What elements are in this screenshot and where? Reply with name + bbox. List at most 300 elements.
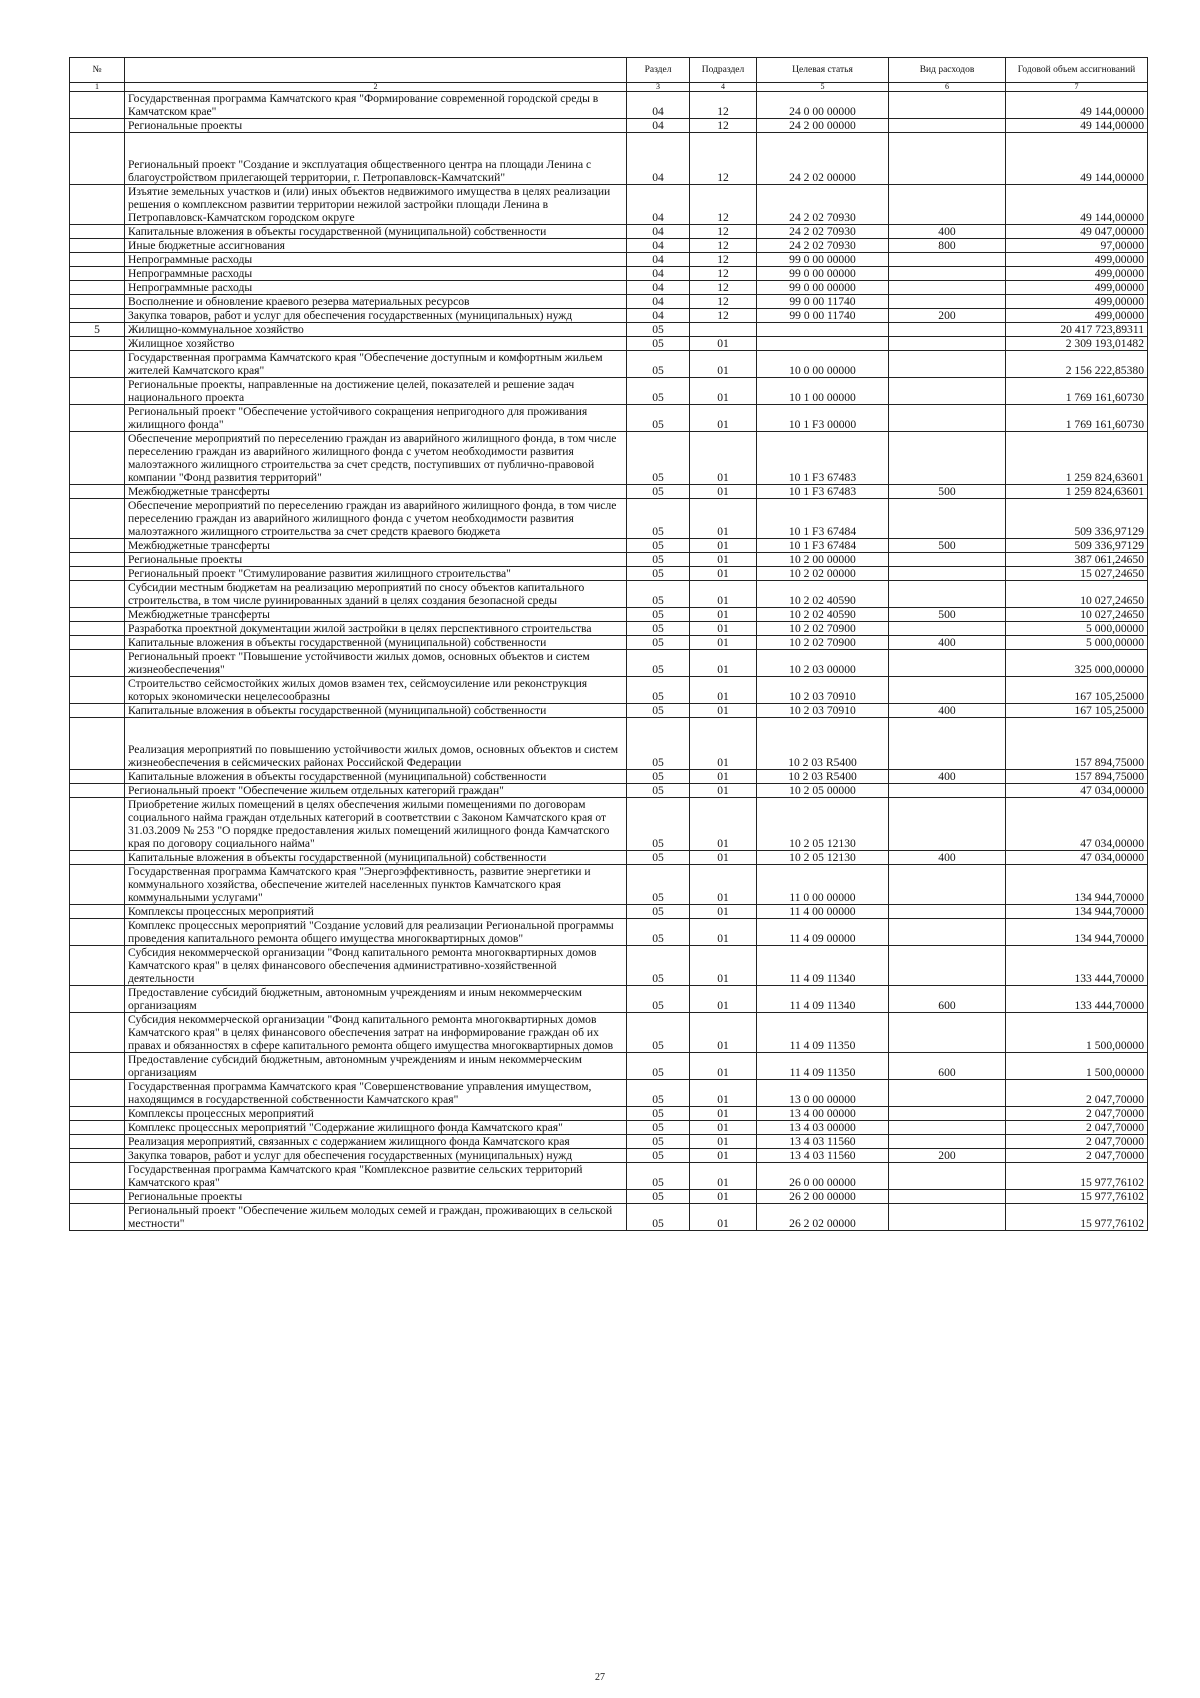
- table-row: [70, 622, 1148, 636]
- cell-type: [889, 133, 1006, 185]
- table-row: [70, 784, 1148, 798]
- cell-no: [70, 539, 125, 553]
- budget-table-sheet: [69, 57, 1147, 1231]
- cell-target: 10 2 03 00000: [757, 650, 889, 677]
- cell-target: 99 0 00 00000: [757, 281, 889, 295]
- cell-section: 05: [627, 351, 690, 378]
- table-row: [70, 432, 1148, 485]
- cell-amount: 1 259 824,63601: [1006, 432, 1148, 485]
- cell-no: [70, 1107, 125, 1121]
- table-row: [70, 309, 1148, 323]
- cell-section: 05: [627, 677, 690, 704]
- cell-section: 05: [627, 946, 690, 986]
- cell-section: 04: [627, 281, 690, 295]
- table-row: [70, 770, 1148, 784]
- cell-subsection: 01: [690, 1121, 757, 1135]
- cell-section: 05: [627, 378, 690, 405]
- cell-subsection: 01: [690, 567, 757, 581]
- cell-no: [70, 636, 125, 650]
- cell-name: Межбюджетные трансферты: [125, 485, 627, 499]
- cell-target: 10 2 02 70900: [757, 636, 889, 650]
- cell-target: 10 2 02 00000: [757, 567, 889, 581]
- cell-section: 05: [627, 851, 690, 865]
- cell-name: Реализация мероприятий по повышению устойчивости жилых домов, основных объектов и систем жизнеобеспечения в сейсмических районах Российской Федерации: [125, 718, 627, 770]
- cell-amount: 15 977,76102: [1006, 1204, 1148, 1231]
- cell-no: [70, 770, 125, 784]
- cell-type: 200: [889, 309, 1006, 323]
- cell-subsection: 01: [690, 677, 757, 704]
- cell-no: [70, 905, 125, 919]
- table-row: [70, 133, 1148, 185]
- cell-target: 99 0 00 00000: [757, 253, 889, 267]
- cell-subsection: 01: [690, 499, 757, 539]
- cell-amount: 1 259 824,63601: [1006, 485, 1148, 499]
- cell-section: 05: [627, 1163, 690, 1190]
- cell-no: [70, 1135, 125, 1149]
- table-row: [70, 185, 1148, 225]
- table-row: [70, 650, 1148, 677]
- cell-amount: 5 000,00000: [1006, 622, 1148, 636]
- cell-no: [70, 1053, 125, 1080]
- cell-section: 05: [627, 1080, 690, 1107]
- cell-type: [889, 337, 1006, 351]
- cell-section: 05: [627, 919, 690, 946]
- cell-section: 05: [627, 1013, 690, 1053]
- table-row: [70, 905, 1148, 919]
- cell-target: 10 1 F3 00000: [757, 405, 889, 432]
- cell-target: 10 2 02 40590: [757, 608, 889, 622]
- cell-no: [70, 185, 125, 225]
- cell-subsection: 12: [690, 253, 757, 267]
- cell-section: 05: [627, 650, 690, 677]
- header-amount: Годовой объем ассигнований: [1006, 58, 1148, 83]
- cell-type: [889, 718, 1006, 770]
- table-row: [70, 119, 1148, 133]
- cell-name: Непрограммные расходы: [125, 267, 627, 281]
- cell-section: 04: [627, 185, 690, 225]
- cell-name: Региональный проект "Повышение устойчивости жилых домов, основных объектов и систем жизнеобеспечения": [125, 650, 627, 677]
- cell-name: Государственная программа Камчатского края "Формирование современной городской среды в Камчатском крае": [125, 92, 627, 119]
- table-row: [70, 553, 1148, 567]
- table-row: [70, 798, 1148, 851]
- table-row: [70, 636, 1148, 650]
- cell-no: [70, 119, 125, 133]
- cell-subsection: 12: [690, 119, 757, 133]
- cell-type: [889, 1204, 1006, 1231]
- cell-name: Субсидия некоммерческой организации "Фонд капитального ремонта многоквартирных домов Камчатского края" в целях финансового обеспечения затрат на информирование граждан об их правах и обязанностях в сфере капитального ремонта общего имущества многоквартирных домов: [125, 1013, 627, 1053]
- cell-type: [889, 323, 1006, 337]
- cell-no: 5: [70, 323, 125, 337]
- table-row: [70, 677, 1148, 704]
- cell-subsection: 12: [690, 267, 757, 281]
- cell-name: Предоставление субсидий бюджетным, автономным учреждениям и иным некоммерческим организациям: [125, 986, 627, 1013]
- cell-section: 04: [627, 119, 690, 133]
- cell-amount: 49 144,00000: [1006, 119, 1148, 133]
- cell-no: [70, 225, 125, 239]
- cell-no: [70, 553, 125, 567]
- cell-target: 24 2 00 00000: [757, 119, 889, 133]
- header-no: №: [70, 58, 125, 83]
- cell-subsection: 01: [690, 636, 757, 650]
- cell-section: 04: [627, 253, 690, 267]
- cell-subsection: 12: [690, 133, 757, 185]
- cell-section: 04: [627, 92, 690, 119]
- cell-type: [889, 650, 1006, 677]
- cell-subsection: 01: [690, 405, 757, 432]
- cell-target: 10 2 05 00000: [757, 784, 889, 798]
- cell-target: 24 0 00 00000: [757, 92, 889, 119]
- cell-target: 11 4 09 11340: [757, 946, 889, 986]
- cell-no: [70, 337, 125, 351]
- cell-no: [70, 378, 125, 405]
- cell-target: 11 4 00 00000: [757, 905, 889, 919]
- cell-no: [70, 1149, 125, 1163]
- column-number: 3: [627, 83, 690, 92]
- cell-subsection: 01: [690, 581, 757, 608]
- cell-subsection: 01: [690, 770, 757, 784]
- cell-name: Государственная программа Камчатского края "Совершенствование управления имуществом, находящимся в государственной собственности Камчатского края": [125, 1080, 627, 1107]
- cell-type: [889, 1013, 1006, 1053]
- cell-no: [70, 798, 125, 851]
- cell-no: [70, 677, 125, 704]
- cell-section: 05: [627, 337, 690, 351]
- cell-section: 05: [627, 622, 690, 636]
- cell-target: 99 0 00 11740: [757, 295, 889, 309]
- cell-section: 05: [627, 1204, 690, 1231]
- cell-amount: 15 977,76102: [1006, 1163, 1148, 1190]
- cell-type: [889, 946, 1006, 986]
- cell-no: [70, 567, 125, 581]
- cell-subsection: 01: [690, 553, 757, 567]
- cell-amount: 47 034,00000: [1006, 851, 1148, 865]
- table-row: [70, 539, 1148, 553]
- cell-subsection: 01: [690, 1190, 757, 1204]
- cell-amount: 47 034,00000: [1006, 798, 1148, 851]
- cell-amount: 325 000,00000: [1006, 650, 1148, 677]
- cell-type: 400: [889, 225, 1006, 239]
- cell-subsection: 01: [690, 650, 757, 677]
- cell-no: [70, 919, 125, 946]
- cell-target: 13 0 00 00000: [757, 1080, 889, 1107]
- table-row: [70, 865, 1148, 905]
- cell-amount: 509 336,97129: [1006, 539, 1148, 553]
- cell-target: 10 2 05 12130: [757, 851, 889, 865]
- cell-type: 500: [889, 608, 1006, 622]
- cell-amount: 509 336,97129: [1006, 499, 1148, 539]
- cell-target: 11 4 09 11350: [757, 1053, 889, 1080]
- cell-amount: 134 944,70000: [1006, 865, 1148, 905]
- cell-subsection: 01: [690, 1107, 757, 1121]
- cell-name: Капитальные вложения в объекты государственной (муниципальной) собственности: [125, 704, 627, 718]
- cell-subsection: 01: [690, 1013, 757, 1053]
- cell-target: 10 2 03 70910: [757, 677, 889, 704]
- cell-section: 04: [627, 133, 690, 185]
- table-row: [70, 295, 1148, 309]
- cell-target: 24 2 02 00000: [757, 133, 889, 185]
- cell-type: [889, 267, 1006, 281]
- cell-subsection: 12: [690, 185, 757, 225]
- cell-type: 400: [889, 851, 1006, 865]
- cell-amount: 15 977,76102: [1006, 1190, 1148, 1204]
- cell-section: 05: [627, 432, 690, 485]
- cell-type: [889, 622, 1006, 636]
- cell-name: Региональный проект "Создание и эксплуатация общественного центра на площади Ленина с благоустройством прилегающей территории, г. Петропавловск-Камчатский": [125, 133, 627, 185]
- cell-type: [889, 351, 1006, 378]
- cell-target: 10 2 05 12130: [757, 798, 889, 851]
- cell-no: [70, 946, 125, 986]
- cell-amount: 2 047,70000: [1006, 1080, 1148, 1107]
- cell-amount: 97,00000: [1006, 239, 1148, 253]
- cell-subsection: 01: [690, 1053, 757, 1080]
- cell-subsection: 01: [690, 485, 757, 499]
- cell-type: 500: [889, 485, 1006, 499]
- cell-no: [70, 986, 125, 1013]
- cell-amount: 2 047,70000: [1006, 1149, 1148, 1163]
- cell-name: Разработка проектной документации жилой застройки в целях перспективного строительства: [125, 622, 627, 636]
- cell-no: [70, 133, 125, 185]
- cell-section: 04: [627, 267, 690, 281]
- cell-target: 10 2 02 70900: [757, 622, 889, 636]
- cell-type: 400: [889, 636, 1006, 650]
- cell-amount: 134 944,70000: [1006, 919, 1148, 946]
- table-row: [70, 405, 1148, 432]
- column-number: 6: [889, 83, 1006, 92]
- cell-section: 05: [627, 499, 690, 539]
- cell-amount: 49 144,00000: [1006, 185, 1148, 225]
- header-type: Вид расходов: [889, 58, 1006, 83]
- cell-type: [889, 1107, 1006, 1121]
- cell-subsection: 01: [690, 351, 757, 378]
- cell-section: 05: [627, 553, 690, 567]
- column-number: 2: [125, 83, 627, 92]
- cell-amount: 157 894,75000: [1006, 718, 1148, 770]
- table-body: [70, 92, 1148, 1231]
- cell-amount: 1 769 161,60730: [1006, 405, 1148, 432]
- cell-name: Иные бюджетные ассигнования: [125, 239, 627, 253]
- cell-target: 11 4 09 11340: [757, 986, 889, 1013]
- cell-type: 800: [889, 239, 1006, 253]
- cell-amount: 134 944,70000: [1006, 905, 1148, 919]
- cell-name: Комплексы процессных мероприятий: [125, 1107, 627, 1121]
- cell-amount: 499,00000: [1006, 281, 1148, 295]
- column-number: 4: [690, 83, 757, 92]
- cell-section: 05: [627, 798, 690, 851]
- cell-amount: 15 027,24650: [1006, 567, 1148, 581]
- table-row: [70, 608, 1148, 622]
- cell-type: 600: [889, 1053, 1006, 1080]
- cell-type: [889, 581, 1006, 608]
- cell-amount: 387 061,24650: [1006, 553, 1148, 567]
- column-number-row: [70, 83, 1148, 92]
- cell-target: [757, 323, 889, 337]
- cell-section: 05: [627, 636, 690, 650]
- table-row: [70, 567, 1148, 581]
- cell-type: [889, 378, 1006, 405]
- cell-subsection: 12: [690, 225, 757, 239]
- cell-type: [889, 919, 1006, 946]
- table-row: [70, 704, 1148, 718]
- cell-name: Восполнение и обновление краевого резерва материальных ресурсов: [125, 295, 627, 309]
- cell-section: 04: [627, 225, 690, 239]
- cell-subsection: 01: [690, 798, 757, 851]
- cell-subsection: 01: [690, 622, 757, 636]
- table-row: [70, 499, 1148, 539]
- cell-amount: 499,00000: [1006, 309, 1148, 323]
- cell-section: 05: [627, 405, 690, 432]
- cell-no: [70, 718, 125, 770]
- cell-name: Капитальные вложения в объекты государственной (муниципальной) собственности: [125, 770, 627, 784]
- table-row: [70, 1121, 1148, 1135]
- table-row: [70, 239, 1148, 253]
- cell-type: [889, 119, 1006, 133]
- cell-target: 13 4 03 11560: [757, 1135, 889, 1149]
- cell-type: [889, 784, 1006, 798]
- cell-type: 200: [889, 1149, 1006, 1163]
- cell-type: [889, 185, 1006, 225]
- cell-name: Комплексы процессных мероприятий: [125, 905, 627, 919]
- cell-name: Региональный проект "Обеспечение жильем отдельных категорий граждан": [125, 784, 627, 798]
- cell-no: [70, 309, 125, 323]
- cell-section: 05: [627, 1149, 690, 1163]
- cell-type: [889, 905, 1006, 919]
- budget-table: [69, 57, 1148, 1231]
- cell-name: Региональный проект "Обеспечение жильем молодых семей и граждан, проживающих в сельской местности": [125, 1204, 627, 1231]
- table-row: [70, 718, 1148, 770]
- cell-amount: 133 444,70000: [1006, 986, 1148, 1013]
- cell-no: [70, 865, 125, 905]
- cell-no: [70, 1163, 125, 1190]
- column-number: 7: [1006, 83, 1148, 92]
- cell-target: 10 2 00 00000: [757, 553, 889, 567]
- cell-amount: 1 769 161,60730: [1006, 378, 1148, 405]
- cell-name: Региональный проект "Обеспечение устойчивого сокращения непригодного для проживания жилищного фонда": [125, 405, 627, 432]
- cell-name: Межбюджетные трансферты: [125, 608, 627, 622]
- cell-name: Строительство сейсмостойких жилых домов взамен тех, сейсмоусиление или реконструкция которых экономически нецелесообразны: [125, 677, 627, 704]
- header-target: Целевая статья: [757, 58, 889, 83]
- cell-name: Региональные проекты: [125, 1190, 627, 1204]
- cell-section: 05: [627, 905, 690, 919]
- table-row: [70, 485, 1148, 499]
- cell-section: 05: [627, 986, 690, 1013]
- cell-type: [889, 281, 1006, 295]
- cell-type: [889, 1121, 1006, 1135]
- cell-type: [889, 1190, 1006, 1204]
- cell-target: 11 4 09 00000: [757, 919, 889, 946]
- cell-no: [70, 92, 125, 119]
- cell-no: [70, 485, 125, 499]
- cell-type: [889, 798, 1006, 851]
- cell-name: Изъятие земельных участков и (или) иных объектов недвижимого имущества в целях реализации решения о комплексном развитии территории нежилой застройки площади Ленина в Петропавловск-Камчатском городском округе: [125, 185, 627, 225]
- cell-name: Комплекс процессных мероприятий "Содержание жилищного фонда Камчатского края": [125, 1121, 627, 1135]
- cell-section: 05: [627, 865, 690, 905]
- cell-section: 05: [627, 1053, 690, 1080]
- cell-subsection: 01: [690, 337, 757, 351]
- cell-amount: 167 105,25000: [1006, 677, 1148, 704]
- cell-type: [889, 1163, 1006, 1190]
- cell-amount: 1 500,00000: [1006, 1013, 1148, 1053]
- cell-name: Капитальные вложения в объекты государственной (муниципальной) собственности: [125, 851, 627, 865]
- cell-target: 10 1 F3 67483: [757, 485, 889, 499]
- table-row: [70, 1190, 1148, 1204]
- cell-target: 10 2 03 70910: [757, 704, 889, 718]
- cell-amount: 499,00000: [1006, 253, 1148, 267]
- cell-type: [889, 295, 1006, 309]
- table-row: [70, 337, 1148, 351]
- cell-subsection: [690, 323, 757, 337]
- cell-subsection: 01: [690, 1204, 757, 1231]
- cell-section: 05: [627, 1107, 690, 1121]
- cell-name: Государственная программа Камчатского края "Обеспечение доступным и комфортным жильем жителей Камчатского края": [125, 351, 627, 378]
- cell-section: 05: [627, 1121, 690, 1135]
- cell-subsection: 01: [690, 1135, 757, 1149]
- table-row: [70, 919, 1148, 946]
- cell-section: 04: [627, 239, 690, 253]
- table-header-row: [70, 58, 1148, 83]
- cell-name: Обеспечение мероприятий по переселению граждан из аварийного жилищного фонда, в том числе переселению граждан из аварийного жилищного фонда с учетом необходимости развития малоэтажного жилищного строительства за счет средств краевого бюджета: [125, 499, 627, 539]
- cell-amount: 133 444,70000: [1006, 946, 1148, 986]
- cell-no: [70, 295, 125, 309]
- cell-target: [757, 337, 889, 351]
- cell-name: Региональные проекты: [125, 119, 627, 133]
- cell-target: 10 0 00 00000: [757, 351, 889, 378]
- cell-subsection: 01: [690, 851, 757, 865]
- cell-no: [70, 351, 125, 378]
- cell-section: 04: [627, 309, 690, 323]
- cell-target: 10 1 00 00000: [757, 378, 889, 405]
- table-row: [70, 581, 1148, 608]
- cell-name: Реализация мероприятий, связанных с содержанием жилищного фонда Камчатского края: [125, 1135, 627, 1149]
- cell-target: 26 2 00 00000: [757, 1190, 889, 1204]
- cell-name: Региональные проекты, направленные на достижение целей, показателей и решение задач национального проекта: [125, 378, 627, 405]
- cell-no: [70, 1080, 125, 1107]
- cell-type: [889, 253, 1006, 267]
- table-row: [70, 946, 1148, 986]
- cell-name: Комплекс процессных мероприятий "Создание условий для реализации Региональной программы проведения капитального ремонта общего имущества многоквартирных домов": [125, 919, 627, 946]
- cell-subsection: 12: [690, 281, 757, 295]
- cell-target: 13 4 00 00000: [757, 1107, 889, 1121]
- cell-amount: 10 027,24650: [1006, 608, 1148, 622]
- cell-no: [70, 405, 125, 432]
- cell-amount: 47 034,00000: [1006, 784, 1148, 798]
- cell-no: [70, 608, 125, 622]
- header-section: Раздел: [627, 58, 690, 83]
- table-row: [70, 253, 1148, 267]
- cell-amount: 1 500,00000: [1006, 1053, 1148, 1080]
- cell-type: [889, 1080, 1006, 1107]
- cell-target: 11 4 09 11350: [757, 1013, 889, 1053]
- cell-type: 400: [889, 770, 1006, 784]
- cell-name: Закупка товаров, работ и услуг для обеспечения государственных (муниципальных) нужд: [125, 309, 627, 323]
- table-row: [70, 92, 1148, 119]
- cell-subsection: 12: [690, 239, 757, 253]
- cell-name: Приобретение жилых помещений в целях обеспечения жилыми помещениями по договорам социального найма граждан отдельных категорий в соответствии с Законом Камчатского края от 31.03.2009 № 253 "О порядке предоставления жилых помещений жилищного фонда Камчатского края по договору социального найма": [125, 798, 627, 851]
- table-row: [70, 1013, 1148, 1053]
- page-number: 27: [595, 1672, 605, 1683]
- cell-amount: 49 047,00000: [1006, 225, 1148, 239]
- cell-name: Государственная программа Камчатского края "Энергоэффективность, развитие энергетики и коммунального хозяйства, обеспечение жителей населенных пунктов Камчатского края коммунальными услугами": [125, 865, 627, 905]
- cell-type: [889, 432, 1006, 485]
- table-row: [70, 986, 1148, 1013]
- cell-subsection: 01: [690, 865, 757, 905]
- cell-section: 05: [627, 784, 690, 798]
- cell-type: [889, 405, 1006, 432]
- cell-name: Субсидии местным бюджетам на реализацию мероприятий по сносу объектов капитального строительства, в том числе руинированных зданий в целях создания безопасной среды: [125, 581, 627, 608]
- cell-section: 05: [627, 485, 690, 499]
- cell-target: 26 2 02 00000: [757, 1204, 889, 1231]
- cell-section: 05: [627, 1135, 690, 1149]
- cell-name: Непрограммные расходы: [125, 281, 627, 295]
- cell-type: [889, 553, 1006, 567]
